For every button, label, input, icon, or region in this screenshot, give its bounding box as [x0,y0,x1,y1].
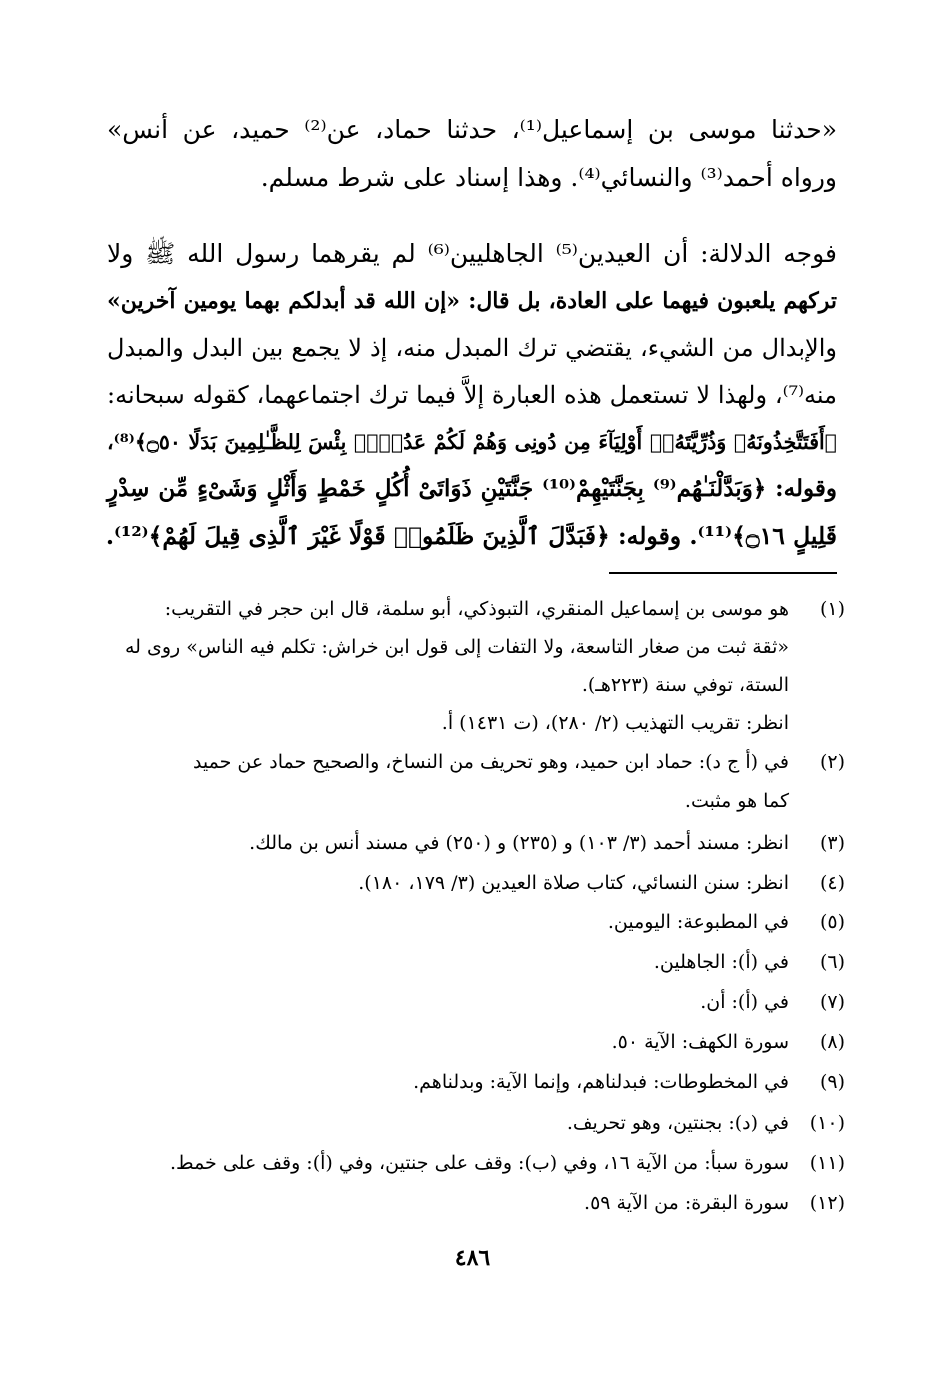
footnote-text: انظر: مسند أحمد (٣/ ١٠٣) و (٢٣٥) و (٢٥٠) في مسند أنس بن مالك. [249,832,789,854]
body-line-5: والإبدال من الشيء، يقتضي ترك المبدل منه، إذ لا يجمع بين البدل والمبدل [107,334,837,362]
footnote-1-line-2: «ثقة ثبت من صغار التاسعة، ولا التفات إلى قول ابن خراش: تكلم فيه الناس» روى له [124,636,789,658]
quran-line-1: ﴿أَفَتَتَّخِذُونَهُۥ وَذُرِّيَّتَهُۥٓ أَوْلِيَآءَ مِن دُونِى وَهُمْ لَكُمْ عَدُوٌّۢ بِئْسَ لِلظَّـٰلِمِينَ بَدَلًا ۝٥٠﴾⁽⁸⁾، [107,430,837,454]
footnote-4 [105,866,845,900]
quran-line-2: وقوله: ﴿وَبَدَّلْنَـٰهُم⁽⁹⁾ بِجَنَّتَيْهِمْ⁽¹⁰⁾ جَنَّتَيْنِ ذَوَاتَىْ أُكُلٍ خَمْطٍ وَأَثْلٍ وَشَىْءٍ مِّن سِدْرٍ [107,475,837,502]
footnote-text: في (أ): الجاهلين. [653,951,789,973]
footnote-2-line-2: كما هو مثبت. [684,790,789,812]
footnote-12 [105,1186,845,1220]
footnote-text: في (أ): أن. [700,991,789,1013]
footnote-text: سورة سبأ: من الآية ١٦، وفي (ب): وقف على جنتين، وفي (أ): وقف على خمط. [170,1152,789,1174]
footnote-number: (٥) [819,911,845,933]
footnote-5 [105,905,845,939]
footnote-number: (٦) [819,951,845,973]
footnote-text: هو موسى بن إسماعيل المنقري، التبوذكي، أبو سلمة، قال ابن حجر في التقريب: [164,598,789,620]
footnote-text: في المطبوعة: اليومين. [607,911,789,933]
footnote-separator [609,572,837,574]
footnote-number: (١٠) [809,1112,845,1134]
footnote-number: (٧) [819,991,845,1013]
footnote-9 [105,1065,845,1099]
footnote-11 [105,1146,845,1180]
footnote-3 [105,826,845,860]
footnote-number: (٣) [819,832,845,854]
footnote-text: انظر: سنن النسائي، كتاب صلاة العيدين (٣/ ١٧٩، ١٨٠). [358,872,789,894]
footnote-10 [105,1106,845,1140]
footnote-1-line-4: انظر: تقريب التهذيب (٢/ ٢٨٠)، (ت ١٤٣١) أ. [441,712,789,734]
footnote-number: (٤) [819,872,845,894]
footnote-text: في المخطوطات: فبدلناهم، وإنما الآية: وبدلناهم. [413,1071,789,1093]
body-line-2: ورواه أحمد⁽³⁾ والنسائي⁽⁴⁾. وهذا إسناد على شرط مسلم. [260,163,837,192]
body-line-3: فوجه الدلالة: أن العيدين⁽⁵⁾ الجاهليين⁽⁶⁾ لم يقرهما رسول الله ﷺ ولا [107,239,837,268]
footnote-number: (١) [819,598,845,620]
body-line-4: تركهم يلعبون فيهما على العادة، بل قال: «إن الله قد أبدلكم بهما يومين آخرين» [107,288,837,314]
quran-line-3: قَلِيلٍ ۝١٦﴾⁽¹¹⁾. وقوله: ﴿فَبَدَّلَ ٱلَّذِينَ ظَلَمُوا۟ قَوْلًا غَيْرَ ٱلَّذِى قِيلَ لَهُمْ﴾⁽¹²⁾. [105,522,837,550]
footnote-number: (١١) [809,1152,845,1174]
body-line-1: «حدثنا موسى بن إسماعيل⁽¹⁾، حدثنا حماد، عن⁽²⁾ حميد، عن أنس» [107,115,837,144]
body-line-6: منه⁽⁷⁾، ولهذا لا تستعمل هذه العبارة إلاَّ فيما ترك اجتماعهما، كقوله سبحانه: [107,381,838,409]
footnote-6 [105,945,845,979]
footnote-text: في (د): بجنتين، وهو تحريف. [566,1112,789,1134]
footnote-1 [105,592,845,626]
footnote-text: سورة البقرة: من الآية ٥٩. [584,1192,789,1214]
footnote-text: في (أ ج د): حماد ابن حميد، وهو تحريف من النساخ، والصحيح حماد عن حميد [192,751,789,773]
page-number: ٤٨٦ [454,1245,491,1271]
footnote-7 [105,985,845,1019]
footnote-number: (٢) [819,751,845,773]
footnote-2 [105,745,845,779]
footnote-1-line-3: الستة، توفي سنة (٢٢٣هـ). [581,674,789,696]
footnote-number: (١٢) [809,1192,845,1214]
footnote-text: سورة الكهف: الآية ٥٠. [611,1031,789,1053]
footnote-8 [105,1025,845,1059]
footnote-number: (٨) [819,1031,845,1053]
footnote-number: (٩) [819,1071,845,1093]
